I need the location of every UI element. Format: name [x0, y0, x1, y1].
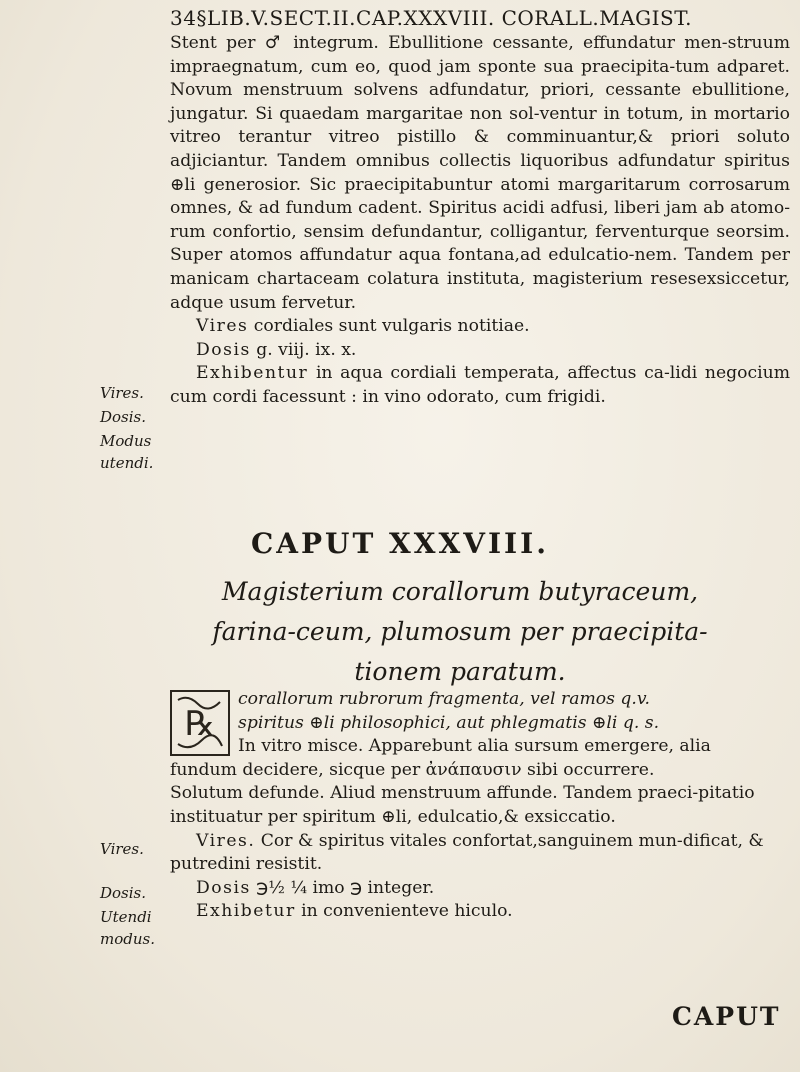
margin-note-dosis-2: Dosis. [100, 884, 147, 902]
dosis-text: g. viij. ix. x. [256, 339, 357, 360]
vires-line [170, 315, 790, 339]
dosis-lead: Dosis [196, 339, 251, 360]
exhibetur-line [170, 900, 790, 924]
recipe-line-3: In vitro misce. Apparebunt alia sursum emergere, alia [238, 736, 711, 757]
vires-lead: Vires [196, 316, 249, 337]
margin-note-vires-2: Vires. [100, 840, 144, 858]
vires-text: cordiales sunt vulgaris notitiae. [253, 316, 530, 337]
dosis-lead-2: Dosis [196, 877, 251, 898]
catchword: CAPUT [672, 1002, 781, 1031]
exhibentur-text: in aqua cordiali temperata, affectus ca-lidi negocium cum cordi facessunt : in vino odorato, cum frigidi. [170, 363, 791, 407]
margin-note-vires: Vires. [100, 384, 144, 402]
recipe-line-1: corallorum rubrorum fragmenta, vel ramos q.v. [238, 689, 651, 709]
margin-note-modus-2: Utendi modus. [100, 908, 155, 948]
chapter-heading: CAPUT XXXVIII. [250, 527, 549, 560]
exhibetur-lead: Exhibetur [196, 901, 296, 922]
recipe-line-4: fundum decidere, sicque per ἀνάπαυσιν sibi occurrere. [170, 759, 655, 780]
svg-text:℞: ℞ [184, 704, 216, 744]
running-header: 34§LIB.V.SECT.II.CAP.XXXVIII. CORALL.MAGIST. [170, 6, 692, 30]
paragraph-preparation: Stent per ♂ integrum. Ebullitione cessante, effundatur men-struum impraegnatum, cum eo, quod jam sponte sua praecipita-tum adparet. Novum menstruum solvens adfundatur, priori, cessante ebullitione, jungatur. Si quaedam margaritae non sol-ventur in totum, in mortario vitreo terantur vitreo pistillo & comminuantur,& priori soluto adjiciantur. Tandem omnibus collectis liquoribus adfundatur spiritus ⊕li generosior. Sic praecipitabuntur atomi margaritarum corrosarum omnes, & ad fundum cadent. Spiritus acidi adfusi, liberi jam ab atomo-rum confortio, sensim defundantur, colligantur, ferventurque seorsim. Super atomos affundatur aqua fontana,ad edulcatio-nem. Tandem per manicam chartaceam colatura instituta, magisterium resesexsiccetur, adque usum fervetur. [170, 33, 790, 313]
exhibentur-lead: Exhibentur [196, 363, 309, 384]
vires-line-2 [170, 830, 790, 877]
dosis-line-2 [170, 877, 790, 901]
margin-note-modus: Modus utendi. [100, 432, 154, 472]
vires-lead-2: Vires. [196, 830, 256, 851]
margin-note-dosis: Dosis. [100, 408, 147, 426]
chapter-title: Magisterium corallorum butyraceum, farina-ceum, plumosum per praecipita-tionem paratum. [212, 577, 708, 686]
dosis-text-2: ℈½ ¼ imo ℈ integer. [256, 877, 435, 898]
paragraph-solutum: Solutum defunde. Aliud menstruum affunde. Tandem praeci-pitatio instituatur per spiritum ⊕li, edulcatio,& exsiccatio. [170, 783, 755, 827]
exhibentur-paragraph [170, 362, 790, 409]
recipe-block [170, 688, 790, 924]
ornamental-initial-icon [170, 690, 230, 756]
vires-text-2: Cor & spiritus vitales confortat,sanguinem mun-dificat, & putredini resistit. [170, 830, 764, 875]
exhibetur-text: in convenienteve hiculo. [301, 901, 513, 922]
recipe-line-2: spiritus ⊕li philosophici, aut phlegmatis ⊕li q. s. [238, 712, 660, 733]
dosis-line [170, 339, 790, 363]
main-text-block [170, 32, 790, 410]
